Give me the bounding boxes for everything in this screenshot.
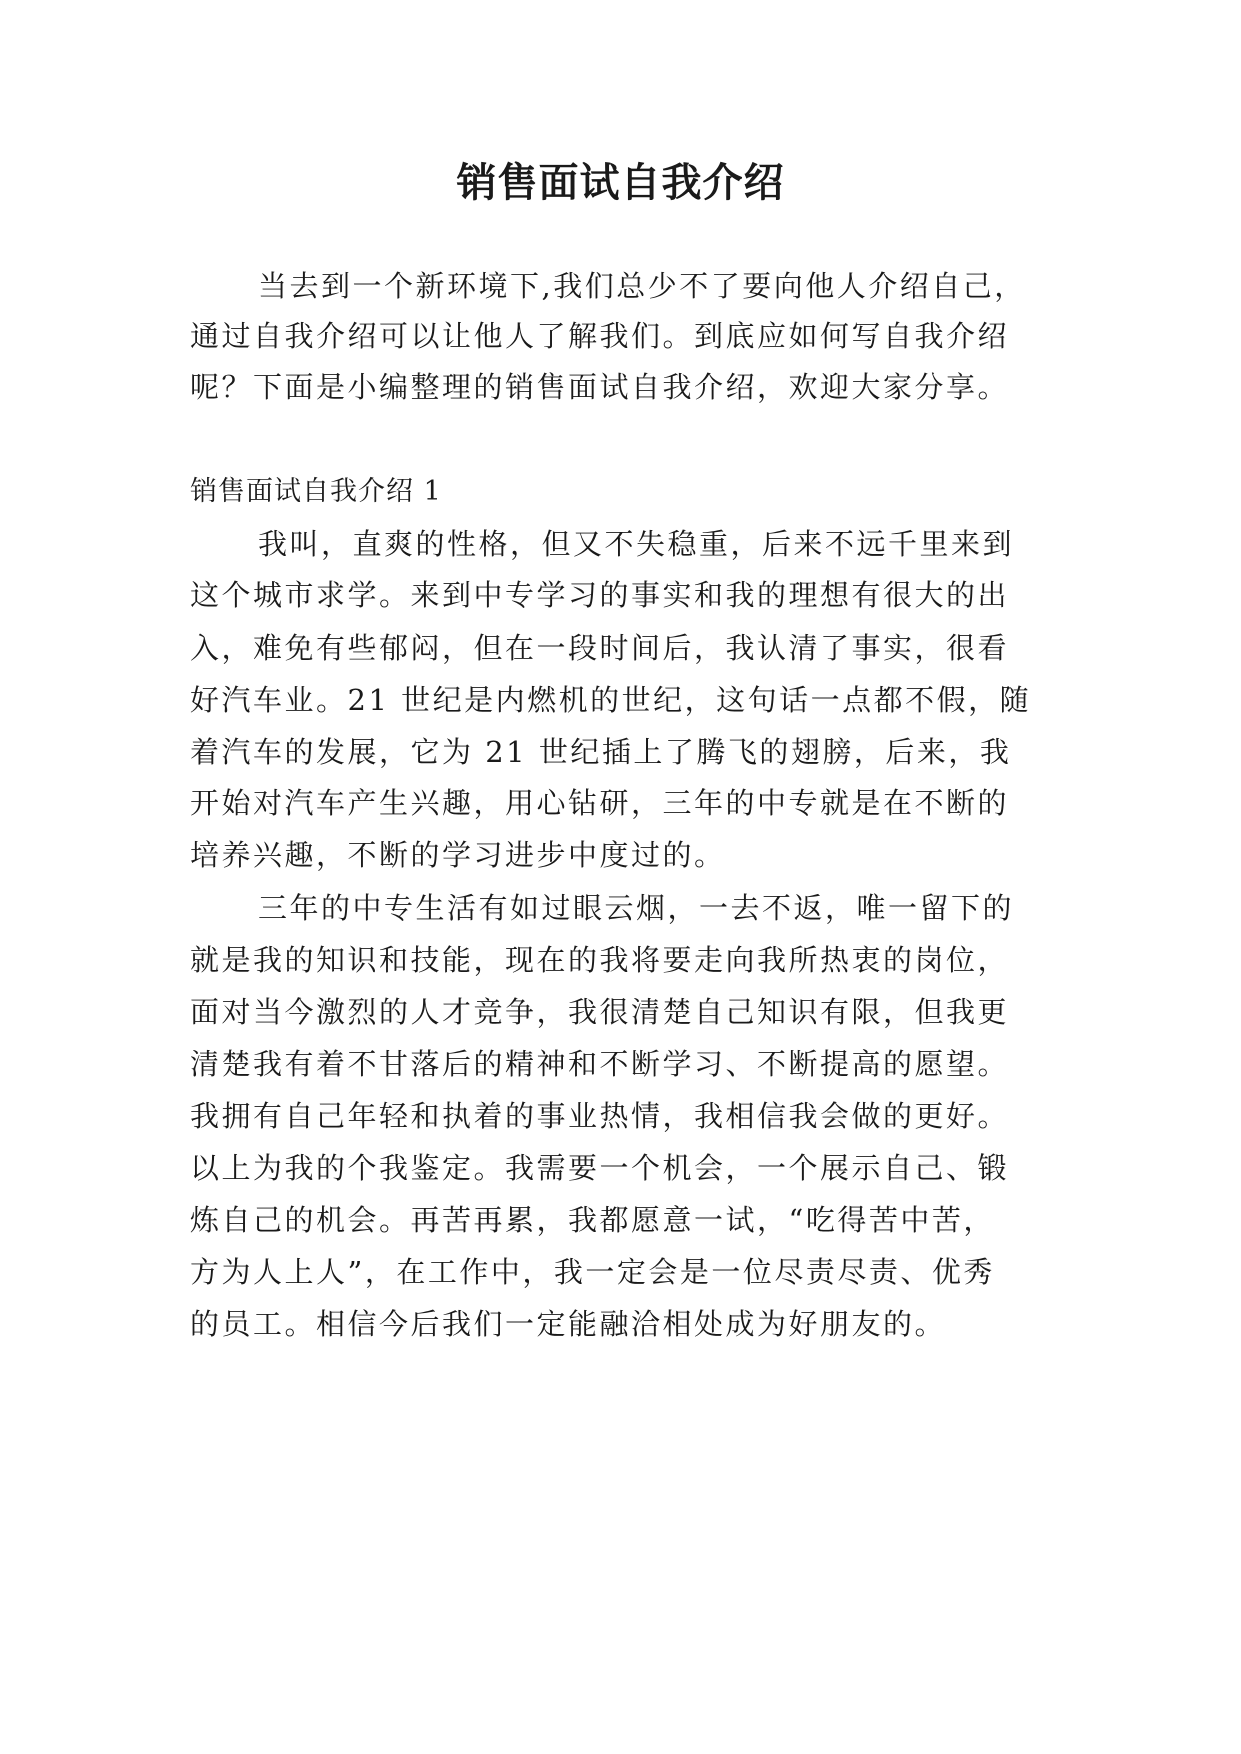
intro-line: 当去到一个新环境下,我们总少不了要向他人介绍自己，	[258, 269, 1026, 303]
document-title: 销售面试自我介绍	[456, 160, 785, 206]
paragraph-line: 开始对汽车产生兴趣，用心钻研，三年的中专就是在不断的	[190, 786, 1010, 820]
paragraph-line: 方为人上人”，在工作中，我一定会是一位尽责尽责、优秀	[190, 1255, 995, 1289]
paragraph-line: 这个城市求学。来到中专学习的事实和我的理想有很大的出	[190, 578, 1010, 612]
paragraph-line: 以上为我的个我鉴定。我需要一个机会，一个展示自己、锻	[190, 1151, 1010, 1185]
paragraph-line: 好汽车业。21 世纪是内燃机的世纪，这句话一点都不假，随	[190, 683, 1032, 717]
paragraph-line: 三年的中专生活有如过眼云烟，一去不返，唯一留下的	[258, 891, 1015, 925]
section-heading: 销售面试自我介绍 1	[190, 476, 442, 507]
paragraph-line: 培养兴趣，不断的学习进步中度过的。	[190, 838, 726, 872]
paragraph-line: 炼自己的机会。再苦再累，我都愿意一试，“吃得苦中苦，	[190, 1203, 995, 1237]
paragraph-line: 面对当今激烈的人才竞争，我很清楚自己知识有限，但我更	[190, 995, 1010, 1029]
paragraph-line: 清楚我有着不甘落后的精神和不断学习、不断提高的愿望。	[190, 1047, 1010, 1081]
paragraph-line: 就是我的知识和技能，现在的我将要走向我所热衷的岗位，	[190, 943, 1010, 977]
paragraph-line: 的员工。相信今后我们一定能融洽相处成为好朋友的。	[190, 1307, 947, 1341]
intro-line: 呢？下面是小编整理的销售面试自我介绍，欢迎大家分享。	[190, 370, 1010, 404]
paragraph-line: 入，难免有些郁闷，但在一段时间后，我认清了事实，很看	[190, 631, 1010, 665]
intro-line: 通过自我介绍可以让他人了解我们。到底应如何写自我介绍	[190, 319, 1010, 353]
paragraph-line: 我叫，直爽的性格，但又不失稳重，后来不远千里来到	[258, 527, 1015, 561]
paragraph-line: 我拥有自己年轻和执着的事业热情，我相信我会做的更好。	[190, 1099, 1010, 1133]
paragraph-line: 着汽车的发展，它为 21 世纪插上了腾飞的翅膀，后来，我	[190, 735, 1012, 769]
